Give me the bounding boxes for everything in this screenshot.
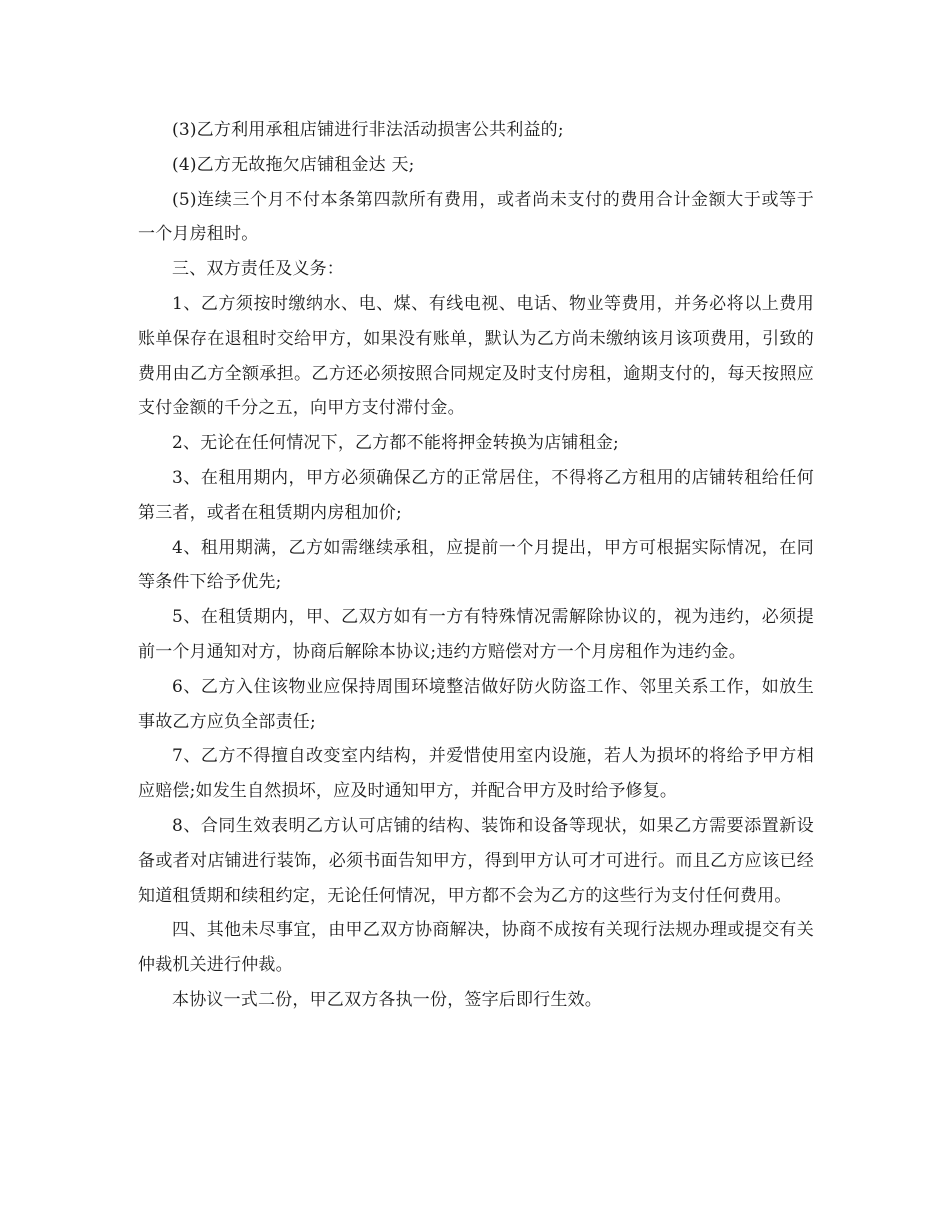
document-body (138, 113, 814, 1018)
clause-4-rent-arrears: (4)乙方无故拖欠店铺租金达 天; (172, 154, 415, 175)
duty-2-deposit: 2、无论在任何情况下，乙方都不能将押金转换为店铺租金; (172, 433, 619, 454)
duty-1-utility-fees: 1、乙方须按时缴纳水、电、煤、有线电视、电话、物业等费用，并务必将以上费用账单保存在退租时交给甲方，如果没有账单，默认为乙方尚未缴纳该月该项费用，引致的费用由乙方全额承担。乙方还必须按照合同规定及时支付房租，逾期支付的，每天按照应支付金额的千分之五，向甲方支付滞付金。 (138, 293, 814, 419)
duty-6-safety: 6、乙方入住该物业应保持周围环境整洁做好防火防盗工作、邻里关系工作，如放生事故乙方应负全部责任; (138, 676, 814, 732)
duty-3-no-sublet: 3、在租用期内，甲方必须确保乙方的正常居住，不得将乙方租用的店铺转租给任何第三者，或者在租赁期内房租加价; (138, 467, 814, 523)
duty-8-renovation: 8、合同生效表明乙方认可店铺的结构、装饰和设备等现状，如果乙方需要添置新设备或者对店铺进行装饰，必须书面告知甲方，得到甲方认可才可进行。而且乙方应该已经知道租赁期和续租约定，无论任何情况，甲方都不会为乙方的这些行为支付任何费用。 (138, 815, 814, 906)
clause-3-illegal-activity: (3)乙方利用承租店铺进行非法活动损害公共利益的; (172, 120, 564, 140)
clause-5-unpaid-fees: (5)连续三个月不付本条第四款所有费用，或者尚未支付的费用合计金额大于或等于一个月房租时。 (138, 189, 814, 245)
duty-4-renewal: 4、租用期满，乙方如需继续承租，应提前一个月提出，甲方可根据实际情况，在同等条件下给予优先; (138, 537, 814, 593)
agreement-copies-clause: 本协议一式二份，甲乙双方各执一份，签字后即行生效。 (172, 989, 602, 1010)
duty-5-termination: 5、在租赁期内，甲、乙双方如有一方有特殊情况需解除协议的，视为违约，必须提前一个月通知对方，协商后解除本协议;违约方赔偿对方一个月房租作为违约金。 (138, 607, 814, 662)
section-heading-responsibilities: 三、双方责任及义务： (172, 259, 344, 280)
duty-7-structure: 7、乙方不得擅自改变室内结构，并爱惜使用室内设施，若人为损坏的将给予甲方相应赔偿;如发生自然损坏，应及时通知甲方，并配合甲方及时给予修复。 (138, 746, 814, 802)
section-4-other-matters: 四、其他未尽事宜，由甲乙双方协商解决，协商不成按有关现行法规办理或提交有关仲裁机关进行仲裁。 (138, 920, 814, 976)
